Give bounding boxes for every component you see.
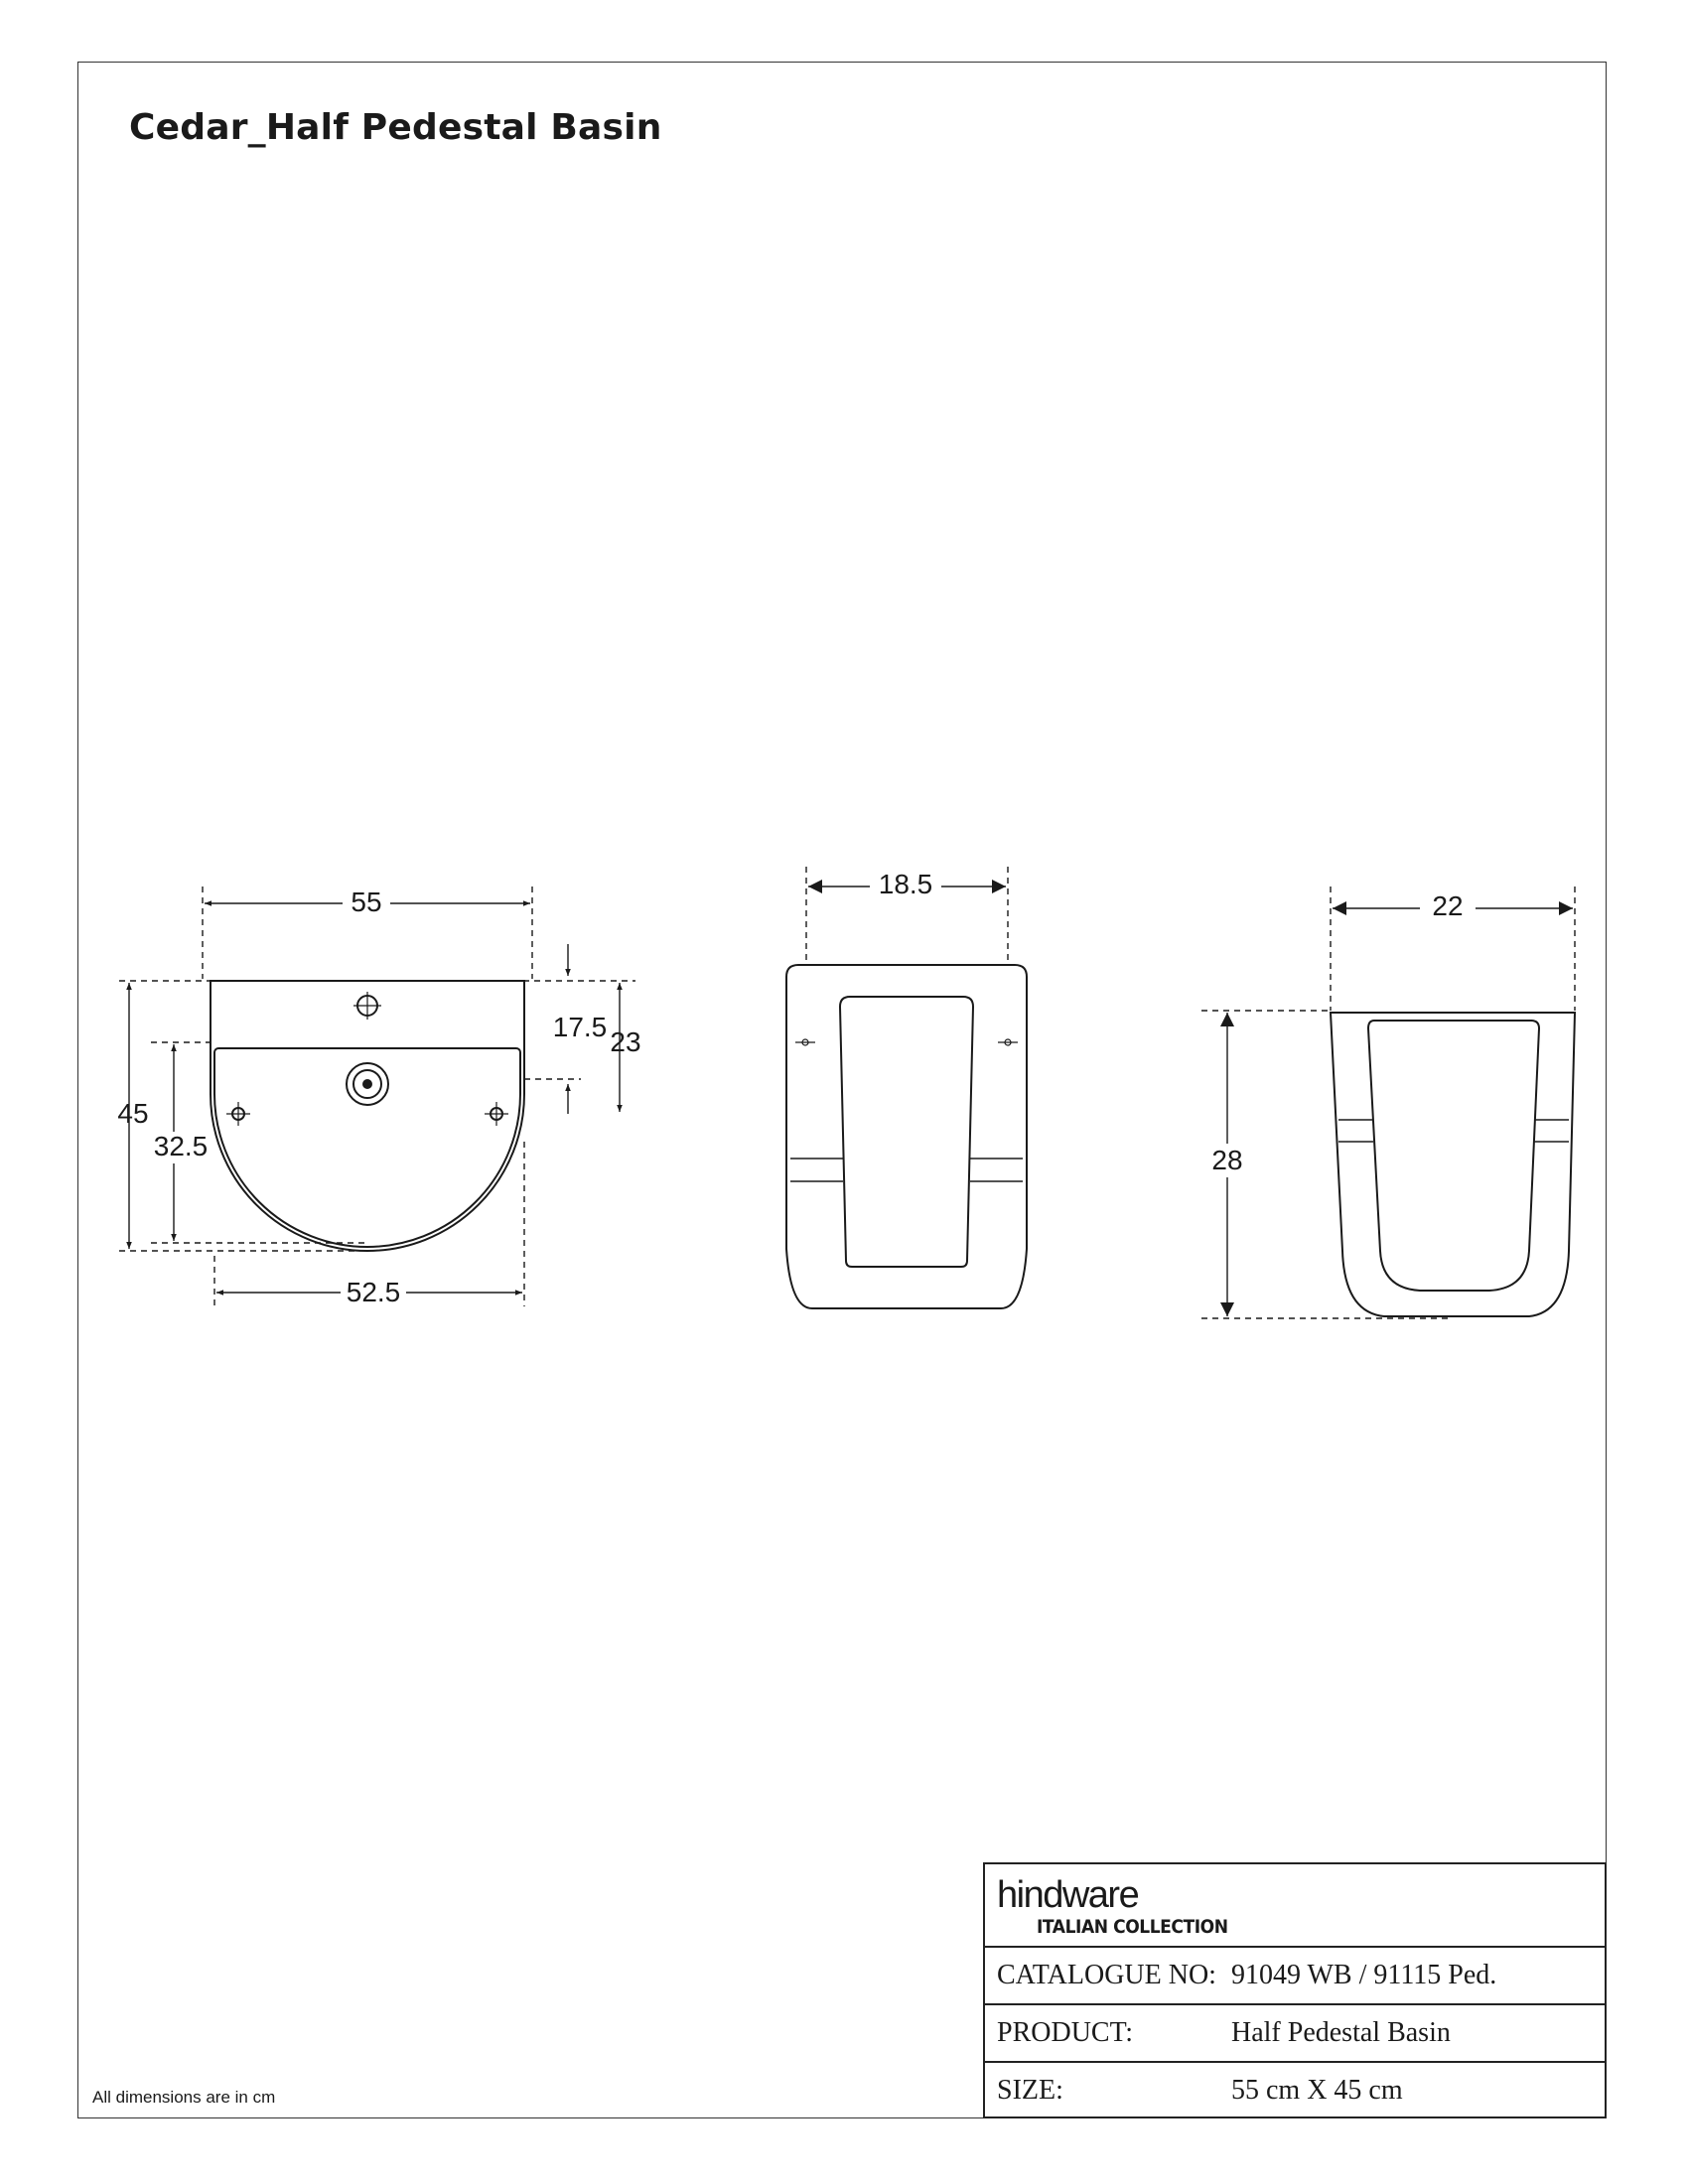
title-block-row-product — [985, 2003, 1605, 2061]
brand-name: hindware — [997, 1874, 1139, 1916]
basin-top-view — [211, 981, 524, 1251]
pedestal-side-view — [1331, 1013, 1575, 1316]
basin-outline — [211, 981, 524, 1251]
catalogue-label: CATALOGUE NO: — [997, 1960, 1216, 1990]
dim-height-total: 45 — [117, 1098, 149, 1129]
front-fixing-left-icon — [795, 1039, 815, 1045]
drawing-title: Cedar_Half Pedestal Basin — [129, 107, 662, 148]
basin-dimension-lines — [119, 887, 635, 1306]
dim-waste-offset: 23 — [610, 1026, 641, 1057]
pedestal-front-outline — [786, 965, 1027, 1308]
dim-tap-offset: 17.5 — [552, 1012, 608, 1042]
dim-front-width: 18.5 — [878, 869, 933, 899]
size-value: 55 cm X 45 cm — [1231, 2075, 1403, 2106]
title-block — [983, 1862, 1607, 2118]
size-label: SIZE: — [997, 2075, 1063, 2106]
front-fixing-right-icon — [998, 1039, 1018, 1045]
dim-height-inner: 32.5 — [153, 1131, 209, 1161]
tap-hole-icon — [353, 992, 381, 1020]
dim-side-width: 22 — [1432, 890, 1464, 921]
front-dimension-label — [870, 868, 941, 901]
units-note: All dimensions are in cm — [92, 2088, 276, 2107]
basin-dimension-labels — [117, 886, 640, 1308]
side-dimensions — [1201, 887, 1575, 1318]
fixing-hole-left-icon — [226, 1102, 250, 1126]
side-dimension-labels — [1203, 889, 1476, 1177]
dim-width-top: 55 — [351, 887, 382, 917]
fixing-hole-right-icon — [485, 1102, 508, 1126]
pedestal-front-view — [786, 965, 1027, 1308]
product-label: PRODUCT: — [997, 2017, 1134, 2048]
product-value: Half Pedestal Basin — [1231, 2017, 1451, 2048]
title-block-row-size — [985, 2061, 1605, 2116]
dim-side-height: 28 — [1211, 1145, 1243, 1175]
brand-collection: ITALIAN COLLECTION — [1037, 1916, 1228, 1938]
pedestal-side-inner — [1368, 1021, 1539, 1291]
waste-outlet-icon — [347, 1063, 388, 1105]
dim-width-bottom: 52.5 — [346, 1277, 401, 1307]
catalogue-value: 91049 WB / 91115 Ped. — [1231, 1960, 1497, 1990]
title-block-row-catalogue — [985, 1946, 1605, 2003]
pedestal-front-inner — [840, 997, 973, 1267]
basin-inner-bowl — [214, 1048, 520, 1247]
